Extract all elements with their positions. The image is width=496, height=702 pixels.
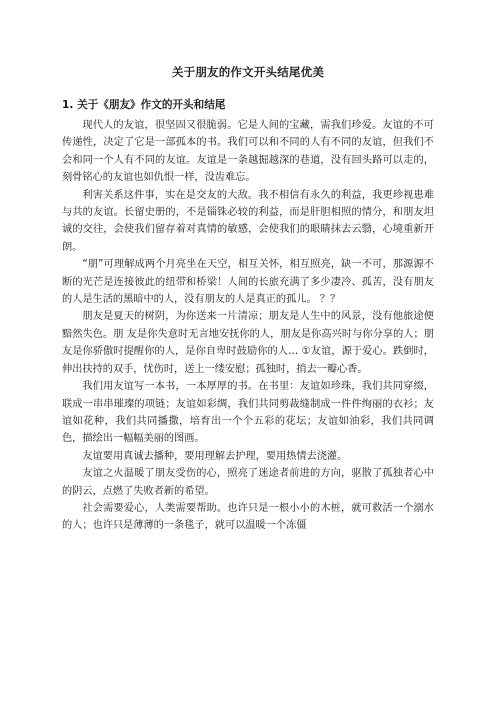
paragraph-5: 我们用友谊写一本书，一本厚厚的书。在书里：友谊如珍珠，我们共同穿缀，联成一串串璀璨的项链；友谊如彩绸，我们共同剪裁缝制成一件件绚丽的衣衫；友谊如花种，我们共同播撒，培育出一个个五彩的花坛；友谊如油彩，我们共同调色，描绘出一幅幅美丽的图画。 (62, 381, 434, 445)
paragraph-7: 友谊之火温暖了朋友受伤的心，照亮了迷途者前进的方向，驱散了孤独者心中的阴云，点燃了失败者新的希望。 (62, 468, 434, 497)
paragraph-6: 友谊要用真诚去播种，要用理解去护理，要用热情去浇灌。 (82, 450, 348, 462)
paragraph-1: 现代人的友谊，很坚固又很脆弱。它是人间的宝藏，需我们珍爱。友谊的不可传递性，决定了它是一部孤本的书。我们可以和不同的人有不同的友谊，但我们不会和同一个人有不同的友谊。友谊是一条越掘越深的巷道，没有回头路可以走的，刻骨铭心的友谊也如仇恨一样，没齿难忘。 (62, 120, 434, 184)
paragraph-4: 朋友是夏天的树阴，为你送来一片清凉；朋友是人生中的风景，没有他旅途便黯然失色。朋 友是你失意时无言地安抚你的人，朋友是你高兴时与你分享的人；朋友是你骄傲时提醒你的人，是你自卑时鼓励你的人… ①友谊，源于爱心。跌倒时，伸出扶持的双手，忧伤时，送上一缕安慰；孤独时，捎去一瓣心香。 (62, 311, 434, 375)
paragraph-3: “朋”可理解成两个月亮坐在天空，相互关怀，相互照亮，缺一不可，那源源不断的光芒是连接彼此的纽带和桥梁！人间的长旅充满了多少凄冷、孤苦，没有朋友的人是生活的黑暗中的人，没有朋友的人是真正的孤儿。 ？？ (62, 259, 434, 306)
section-heading: 1. 关于《朋友》作文的开头和结尾 (62, 99, 226, 111)
paragraph-8: 社会需要爱心，人类需要帮助。也许只是一根小小的木桩，就可救活一个溺水的人；也许只是薄薄的一条毯子，就可以温暖一个冻僵 (62, 502, 434, 532)
paragraph-2: 利害关系这件事，实在是交友的大敌。我不相信有永久的利益，我更珍视患难与共的友谊。长留史册的，不是锱铢必较的利益，而是肝胆相照的情分，和朋友坦诚的交往，会使我们留存着对真情的敏感，会使我们的眼睛抹去云翳，心境重新开朗。 (62, 189, 434, 253)
document-title: 关于朋友的作文开头结尾优美 (171, 65, 325, 79)
